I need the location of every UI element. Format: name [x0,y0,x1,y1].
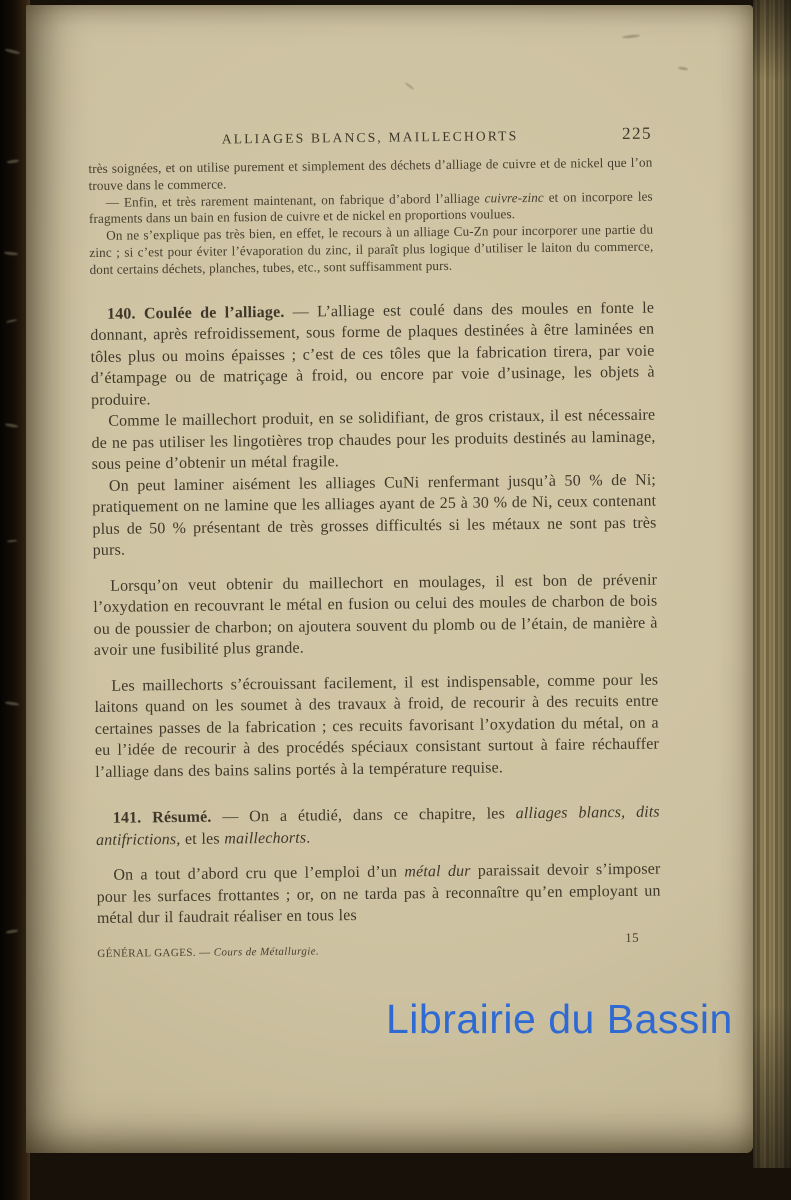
page-body [88,155,661,930]
text-segment: Les maillechorts s’écrouissant facilement, il est indispensable, comme pour les laitons quand on les soumet à des travaux à froid, de recourir à des recuits entre certaines passes de la fabrication ; ces recuits favorisant l’oxydation du métal, on a eu l’idée de recourir à des procédés spéciaux consistant surtout à faire réchauffer l’alliage dans des bains salins portés à la température requise. [94,671,660,781]
page-footer [97,929,661,960]
text-segment: On a tout d’abord cru que l’emploi d’un [113,863,405,884]
bookseller-watermark: Librairie du Bassin [386,996,733,1042]
paragraph [92,469,657,561]
text-segment: On peut laminer aisément les alliages CuNi renfermant jusqu’à 50 % de Ni; pratiquement on ne lamine que les alliages ayant de 25 à 30 % de Ni, ceux contenant plus de 50 % présentant de très grosses difficultés si les métaux ne sont pas très purs. [92,471,657,560]
text-segment: . [306,829,311,847]
text-segment: et on incorpore les fragments dans un bain en fusion de cuivre et de nickel en proportions voulues. [88,188,653,227]
pencil-mark [622,34,640,39]
paragraph [96,859,661,930]
margin-mark [5,423,18,428]
footer-author: GÉNÉRAL GAGES. — [97,946,214,960]
text-segment: alliages blancs, dits antifrictions, [95,803,660,849]
sheet-number: 15 [625,929,640,945]
running-header: ALLIAGES BLANCS, MAILLECHORTS [221,128,519,147]
margin-mark [6,929,18,934]
paragraph [93,569,658,661]
pencil-mark [405,82,415,90]
footer-work-title: Cours de Métallurgie. [213,945,320,959]
text-segment: métal dur [404,862,471,881]
text-segment: paraissait devoir s’imposer pour les surfaces frottantes ; or, on ne tarda pas à reconnaître qu’en employant un métal dur il faudrait réaliser en tous les [96,860,661,928]
page-content [88,123,661,960]
paragraph [96,802,660,851]
book-page [26,5,753,1153]
page-header-row [88,123,653,149]
text-segment: — On a étudié, dans ce chapitre, les [211,805,516,826]
paragraph [91,405,656,476]
text-segment: 140. Coulée de l’alliage. [106,303,285,323]
text-segment: On ne s’explique pas très bien, en effet, le recours à un alliage Cu-Zn pour incorporer une partie du zinc ; si c’est pour éviter l’évaporation du zinc, il paraît plus logique d’utiliser le laiton du commerce, dont certains déchets, planches, tubes, etc., sont suffisamment purs. [89,221,654,277]
page-edges [753,0,791,1168]
text-segment: — Enfin, et très rarement maintenant, on fabrique d’abord l’alliage [105,190,485,210]
margin-mark [4,251,18,255]
text-segment: et les [180,830,225,848]
paragraph [89,222,654,279]
text-segment: très soignées, et on utilise purement et simplement des déchets d’alliage de cuivre et de nickel que l’on trouve dans le commerce. [88,154,653,193]
paragraph [94,669,659,783]
paragraph [90,297,655,411]
text-segment: cuivre-zinc [484,189,544,206]
margin-mark [7,540,17,543]
text-segment: 141. Résumé. [112,808,212,827]
page-number: 225 [621,123,653,143]
margin-mark [5,701,19,706]
margin-mark [7,159,19,164]
text-segment: — L’alliage est coulé dans des moules en fonte le donnant, après refroidissement, sous forme de plaques destinées à être laminées en tôles plus ou moins épaisses ; c’est de ces tôles que la fabrication tirera, par voie d’étampage ou de matriçage à froid, ou encore par voie d’usinage, les objets à produire. [90,299,655,409]
margin-mark [5,48,20,55]
text-segment: Lorsqu’on veut obtenir du maillechort en moulages, il est bon de prévenir l’oxydation en recouvrant le métal en fusion ou celui des moules de charbon de bois ou de poussier de charbon; on ajoutera souvent du plomb ou de l’étain, de manière à avoir une fusibilité plus grande. [93,571,658,660]
text-segment: Comme le maillechort produit, en se solidifiant, de gros cristaux, il est nécessaire de ne pas utiliser les lingotières trop chaudes pour les produits destinés au laminage, sous peine d’obtenir un métal fragile. [91,406,656,474]
pencil-mark [678,66,688,71]
text-segment: maillechorts [224,829,307,848]
margin-mark [6,319,17,323]
footer-signature [97,945,319,960]
